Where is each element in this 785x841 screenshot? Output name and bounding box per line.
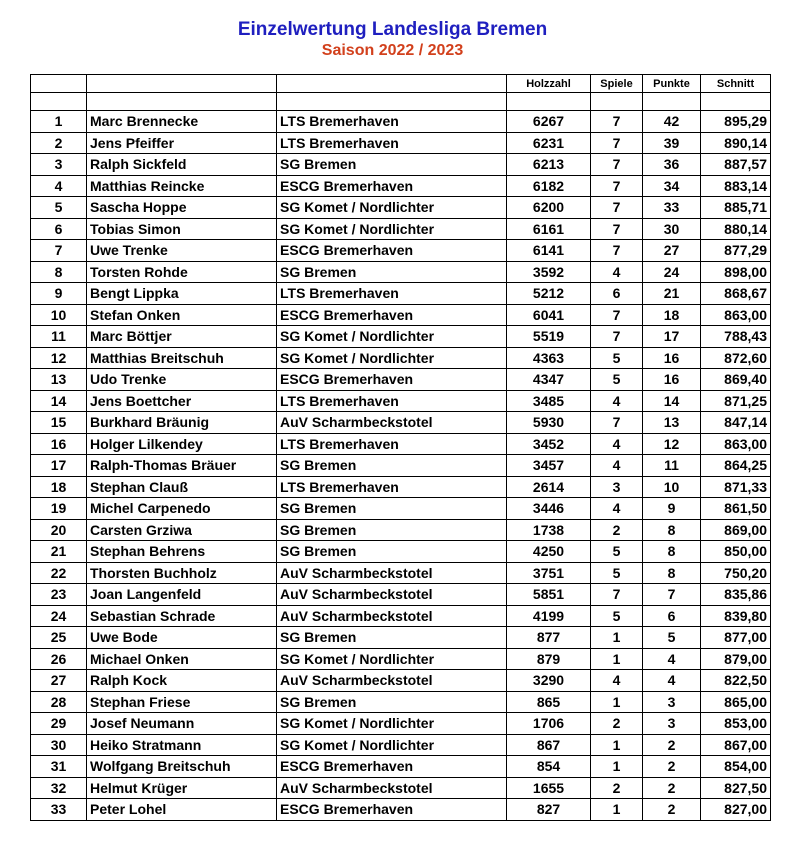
table-row [31, 347, 771, 369]
header-name [87, 75, 277, 93]
punkte-cell: 39 [643, 132, 701, 154]
club-cell: ESCG Bremerhaven [277, 304, 507, 326]
table-row [31, 197, 771, 219]
club-cell: AuV Scharmbeckstotel [277, 562, 507, 584]
punkte-cell: 16 [643, 369, 701, 391]
table-row [31, 455, 771, 477]
rank-cell: 19 [31, 498, 87, 520]
header-schnitt: Schnitt [701, 75, 771, 93]
holzzahl-cell: 2614 [507, 476, 591, 498]
spiele-cell: 4 [591, 498, 643, 520]
punkte-cell: 2 [643, 777, 701, 799]
table-row [31, 541, 771, 563]
club-cell: AuV Scharmbeckstotel [277, 670, 507, 692]
punkte-cell: 10 [643, 476, 701, 498]
punkte-cell: 18 [643, 304, 701, 326]
club-cell: SG Komet / Nordlichter [277, 218, 507, 240]
player-name-cell: Tobias Simon [87, 218, 277, 240]
holzzahl-cell: 3452 [507, 433, 591, 455]
table-row [31, 111, 771, 133]
holzzahl-cell: 3751 [507, 562, 591, 584]
table-row [31, 777, 771, 799]
page-title: Einzelwertung Landesliga Bremen [237, 19, 548, 40]
spiele-cell: 4 [591, 261, 643, 283]
punkte-cell: 4 [643, 648, 701, 670]
spiele-cell: 5 [591, 541, 643, 563]
schnitt-cell: 847,14 [701, 412, 771, 434]
schnitt-cell: 877,00 [701, 627, 771, 649]
schnitt-cell: 877,29 [701, 240, 771, 262]
page-subtitle: Saison 2022 / 2023 [321, 42, 464, 59]
rank-cell: 30 [31, 734, 87, 756]
schnitt-cell: 869,00 [701, 519, 771, 541]
rank-cell: 14 [31, 390, 87, 412]
club-cell: SG Komet / Nordlichter [277, 347, 507, 369]
player-name-cell: Peter Lohel [87, 799, 277, 821]
spiele-cell: 3 [591, 476, 643, 498]
club-cell: AuV Scharmbeckstotel [277, 777, 507, 799]
holzzahl-cell: 865 [507, 691, 591, 713]
holzzahl-cell: 6213 [507, 154, 591, 176]
punkte-cell: 8 [643, 562, 701, 584]
punkte-cell: 14 [643, 390, 701, 412]
player-name-cell: Helmut Krüger [87, 777, 277, 799]
schnitt-cell: 864,25 [701, 455, 771, 477]
player-name-cell: Joan Langenfeld [87, 584, 277, 606]
spacer-cell [643, 93, 701, 111]
table-row [31, 605, 771, 627]
player-name-cell: Stefan Onken [87, 304, 277, 326]
rank-cell: 15 [31, 412, 87, 434]
punkte-cell: 9 [643, 498, 701, 520]
club-cell: SG Bremen [277, 519, 507, 541]
punkte-cell: 2 [643, 756, 701, 778]
punkte-cell: 5 [643, 627, 701, 649]
club-cell: LTS Bremerhaven [277, 390, 507, 412]
holzzahl-cell: 1706 [507, 713, 591, 735]
schnitt-cell: 835,86 [701, 584, 771, 606]
club-cell: SG Komet / Nordlichter [277, 713, 507, 735]
schnitt-cell: 850,00 [701, 541, 771, 563]
player-name-cell: Josef Neumann [87, 713, 277, 735]
player-name-cell: Sebastian Schrade [87, 605, 277, 627]
table-row [31, 756, 771, 778]
holzzahl-cell: 3457 [507, 455, 591, 477]
holzzahl-cell: 5212 [507, 283, 591, 305]
holzzahl-cell: 3290 [507, 670, 591, 692]
table-row [31, 283, 771, 305]
player-name-cell: Thorsten Buchholz [87, 562, 277, 584]
spiele-cell: 2 [591, 713, 643, 735]
holzzahl-cell: 1738 [507, 519, 591, 541]
spacer-cell [507, 93, 591, 111]
table-row [31, 433, 771, 455]
schnitt-cell: 890,14 [701, 132, 771, 154]
rank-cell: 23 [31, 584, 87, 606]
club-cell: LTS Bremerhaven [277, 476, 507, 498]
spiele-cell: 7 [591, 304, 643, 326]
spiele-cell: 5 [591, 605, 643, 627]
spiele-cell: 7 [591, 154, 643, 176]
spiele-cell: 1 [591, 627, 643, 649]
schnitt-cell: 863,00 [701, 304, 771, 326]
table-row [31, 498, 771, 520]
table-row [31, 670, 771, 692]
player-name-cell: Michel Carpenedo [87, 498, 277, 520]
header-holzzahl: Holzzahl [507, 75, 591, 93]
player-name-cell: Sascha Hoppe [87, 197, 277, 219]
schnitt-cell: 887,57 [701, 154, 771, 176]
club-cell: LTS Bremerhaven [277, 132, 507, 154]
spiele-cell: 7 [591, 132, 643, 154]
rank-cell: 27 [31, 670, 87, 692]
holzzahl-cell: 6200 [507, 197, 591, 219]
club-cell: LTS Bremerhaven [277, 433, 507, 455]
schnitt-cell: 822,50 [701, 670, 771, 692]
header-spiele: Spiele [591, 75, 643, 93]
club-cell: ESCG Bremerhaven [277, 369, 507, 391]
player-name-cell: Heiko Stratmann [87, 734, 277, 756]
spiele-cell: 1 [591, 756, 643, 778]
spiele-cell: 6 [591, 283, 643, 305]
schnitt-cell: 788,43 [701, 326, 771, 348]
player-name-cell: Udo Trenke [87, 369, 277, 391]
club-cell: SG Bremen [277, 627, 507, 649]
player-name-cell: Carsten Grziwa [87, 519, 277, 541]
table-row [31, 132, 771, 154]
rank-cell: 26 [31, 648, 87, 670]
punkte-cell: 8 [643, 541, 701, 563]
holzzahl-cell: 3485 [507, 390, 591, 412]
rank-cell: 28 [31, 691, 87, 713]
spacer-cell [701, 93, 771, 111]
punkte-cell: 21 [643, 283, 701, 305]
schnitt-cell: 872,60 [701, 347, 771, 369]
table-row [31, 627, 771, 649]
schnitt-cell: 827,00 [701, 799, 771, 821]
schnitt-cell: 871,25 [701, 390, 771, 412]
punkte-cell: 8 [643, 519, 701, 541]
punkte-cell: 11 [643, 455, 701, 477]
table-row [31, 261, 771, 283]
spiele-cell: 4 [591, 433, 643, 455]
spiele-cell: 7 [591, 584, 643, 606]
schnitt-cell: 861,50 [701, 498, 771, 520]
holzzahl-cell: 6231 [507, 132, 591, 154]
club-cell: LTS Bremerhaven [277, 111, 507, 133]
punkte-cell: 24 [643, 261, 701, 283]
table-row [31, 734, 771, 756]
spiele-cell: 5 [591, 369, 643, 391]
player-name-cell: Stephan Friese [87, 691, 277, 713]
spiele-cell: 4 [591, 670, 643, 692]
player-name-cell: Ralph-Thomas Bräuer [87, 455, 277, 477]
spacer-cell [31, 93, 87, 111]
spacer-cell [87, 93, 277, 111]
rank-cell: 33 [31, 799, 87, 821]
punkte-cell: 17 [643, 326, 701, 348]
schnitt-cell: 867,00 [701, 734, 771, 756]
spiele-cell: 2 [591, 519, 643, 541]
player-name-cell: Holger Lilkendey [87, 433, 277, 455]
rank-cell: 17 [31, 455, 87, 477]
schnitt-cell: 885,71 [701, 197, 771, 219]
punkte-cell: 34 [643, 175, 701, 197]
club-cell: ESCG Bremerhaven [277, 756, 507, 778]
punkte-cell: 30 [643, 218, 701, 240]
schnitt-cell: 880,14 [701, 218, 771, 240]
rank-cell: 4 [31, 175, 87, 197]
player-name-cell: Uwe Bode [87, 627, 277, 649]
punkte-cell: 36 [643, 154, 701, 176]
player-name-cell: Jens Boettcher [87, 390, 277, 412]
punkte-cell: 4 [643, 670, 701, 692]
rank-cell: 29 [31, 713, 87, 735]
spiele-cell: 7 [591, 175, 643, 197]
rank-cell: 13 [31, 369, 87, 391]
rank-cell: 18 [31, 476, 87, 498]
holzzahl-cell: 4347 [507, 369, 591, 391]
table-row [31, 476, 771, 498]
spiele-cell: 7 [591, 240, 643, 262]
punkte-cell: 27 [643, 240, 701, 262]
spacer-cell [277, 93, 507, 111]
punkte-cell: 12 [643, 433, 701, 455]
rank-cell: 32 [31, 777, 87, 799]
schnitt-cell: 863,00 [701, 433, 771, 455]
schnitt-cell: 839,80 [701, 605, 771, 627]
player-name-cell: Matthias Breitschuh [87, 347, 277, 369]
spiele-cell: 5 [591, 562, 643, 584]
rank-cell: 3 [31, 154, 87, 176]
player-name-cell: Marc Brennecke [87, 111, 277, 133]
player-name-cell: Michael Onken [87, 648, 277, 670]
rank-cell: 12 [31, 347, 87, 369]
table-row [31, 519, 771, 541]
table-row [31, 369, 771, 391]
spiele-cell: 7 [591, 326, 643, 348]
rank-cell: 7 [31, 240, 87, 262]
schnitt-cell: 869,40 [701, 369, 771, 391]
punkte-cell: 33 [643, 197, 701, 219]
holzzahl-cell: 4363 [507, 347, 591, 369]
club-cell: SG Bremen [277, 455, 507, 477]
schnitt-cell: 827,50 [701, 777, 771, 799]
spiele-cell: 1 [591, 799, 643, 821]
schnitt-cell: 750,20 [701, 562, 771, 584]
table-row [31, 648, 771, 670]
table-row [31, 304, 771, 326]
player-name-cell: Marc Böttjer [87, 326, 277, 348]
club-cell: AuV Scharmbeckstotel [277, 605, 507, 627]
rank-cell: 6 [31, 218, 87, 240]
player-name-cell: Matthias Reincke [87, 175, 277, 197]
rank-cell: 10 [31, 304, 87, 326]
punkte-cell: 3 [643, 713, 701, 735]
header-club [277, 75, 507, 93]
punkte-cell: 2 [643, 799, 701, 821]
spiele-cell: 7 [591, 111, 643, 133]
club-cell: SG Bremen [277, 691, 507, 713]
spiele-cell: 4 [591, 390, 643, 412]
standings-table [30, 74, 771, 821]
club-cell: ESCG Bremerhaven [277, 799, 507, 821]
holzzahl-cell: 827 [507, 799, 591, 821]
holzzahl-cell: 4250 [507, 541, 591, 563]
club-cell: ESCG Bremerhaven [277, 240, 507, 262]
schnitt-cell: 865,00 [701, 691, 771, 713]
punkte-cell: 42 [643, 111, 701, 133]
schnitt-cell: 853,00 [701, 713, 771, 735]
table-row [31, 799, 771, 821]
rank-cell: 2 [31, 132, 87, 154]
spiele-cell: 1 [591, 691, 643, 713]
spiele-cell: 2 [591, 777, 643, 799]
club-cell: SG Komet / Nordlichter [277, 648, 507, 670]
rank-cell: 8 [31, 261, 87, 283]
rank-cell: 16 [31, 433, 87, 455]
player-name-cell: Burkhard Bräunig [87, 412, 277, 434]
club-cell: SG Bremen [277, 154, 507, 176]
holzzahl-cell: 6161 [507, 218, 591, 240]
rank-cell: 9 [31, 283, 87, 305]
holzzahl-cell: 6182 [507, 175, 591, 197]
holzzahl-cell: 6141 [507, 240, 591, 262]
club-cell: AuV Scharmbeckstotel [277, 412, 507, 434]
holzzahl-cell: 5519 [507, 326, 591, 348]
player-name-cell: Jens Pfeiffer [87, 132, 277, 154]
club-cell: SG Komet / Nordlichter [277, 197, 507, 219]
table-header-row [31, 75, 771, 93]
club-cell: AuV Scharmbeckstotel [277, 584, 507, 606]
holzzahl-cell: 6041 [507, 304, 591, 326]
punkte-cell: 2 [643, 734, 701, 756]
club-cell: SG Bremen [277, 498, 507, 520]
player-name-cell: Wolfgang Breitschuh [87, 756, 277, 778]
spiele-cell: 5 [591, 347, 643, 369]
schnitt-cell: 895,29 [701, 111, 771, 133]
schnitt-cell: 898,00 [701, 261, 771, 283]
holzzahl-cell: 877 [507, 627, 591, 649]
table-row [31, 412, 771, 434]
table-row [31, 713, 771, 735]
punkte-cell: 16 [643, 347, 701, 369]
table-row [31, 240, 771, 262]
holzzahl-cell: 5930 [507, 412, 591, 434]
rank-cell: 21 [31, 541, 87, 563]
holzzahl-cell: 879 [507, 648, 591, 670]
player-name-cell: Stephan Behrens [87, 541, 277, 563]
club-cell: SG Bremen [277, 541, 507, 563]
rank-cell: 5 [31, 197, 87, 219]
table-row [31, 326, 771, 348]
player-name-cell: Uwe Trenke [87, 240, 277, 262]
table-row [31, 390, 771, 412]
table-row [31, 218, 771, 240]
holzzahl-cell: 867 [507, 734, 591, 756]
player-name-cell: Stephan Clauß [87, 476, 277, 498]
punkte-cell: 6 [643, 605, 701, 627]
rank-cell: 22 [31, 562, 87, 584]
spiele-cell: 7 [591, 218, 643, 240]
header-rank [31, 75, 87, 93]
schnitt-cell: 883,14 [701, 175, 771, 197]
rank-cell: 25 [31, 627, 87, 649]
club-cell: ESCG Bremerhaven [277, 175, 507, 197]
holzzahl-cell: 3446 [507, 498, 591, 520]
holzzahl-cell: 3592 [507, 261, 591, 283]
table-row [31, 562, 771, 584]
holzzahl-cell: 4199 [507, 605, 591, 627]
holzzahl-cell: 854 [507, 756, 591, 778]
spiele-cell: 1 [591, 648, 643, 670]
spiele-cell: 7 [591, 197, 643, 219]
rank-cell: 24 [31, 605, 87, 627]
rank-cell: 11 [31, 326, 87, 348]
club-cell: SG Komet / Nordlichter [277, 326, 507, 348]
schnitt-cell: 879,00 [701, 648, 771, 670]
punkte-cell: 13 [643, 412, 701, 434]
club-cell: SG Komet / Nordlichter [277, 734, 507, 756]
schnitt-cell: 854,00 [701, 756, 771, 778]
header-punkte: Punkte [643, 75, 701, 93]
rank-cell: 31 [31, 756, 87, 778]
spiele-cell: 1 [591, 734, 643, 756]
player-name-cell: Ralph Kock [87, 670, 277, 692]
holzzahl-cell: 1655 [507, 777, 591, 799]
club-cell: SG Bremen [277, 261, 507, 283]
schnitt-cell: 868,67 [701, 283, 771, 305]
punkte-cell: 3 [643, 691, 701, 713]
table-row [31, 691, 771, 713]
table-row [31, 584, 771, 606]
table-row [31, 154, 771, 176]
spiele-cell: 4 [591, 455, 643, 477]
rank-cell: 20 [31, 519, 87, 541]
player-name-cell: Bengt Lippka [87, 283, 277, 305]
club-cell: LTS Bremerhaven [277, 283, 507, 305]
player-name-cell: Ralph Sickfeld [87, 154, 277, 176]
punkte-cell: 7 [643, 584, 701, 606]
holzzahl-cell: 6267 [507, 111, 591, 133]
schnitt-cell: 871,33 [701, 476, 771, 498]
table-spacer-row [31, 93, 771, 111]
player-name-cell: Torsten Rohde [87, 261, 277, 283]
holzzahl-cell: 5851 [507, 584, 591, 606]
spacer-cell [591, 93, 643, 111]
table-row [31, 175, 771, 197]
spiele-cell: 7 [591, 412, 643, 434]
rank-cell: 1 [31, 111, 87, 133]
